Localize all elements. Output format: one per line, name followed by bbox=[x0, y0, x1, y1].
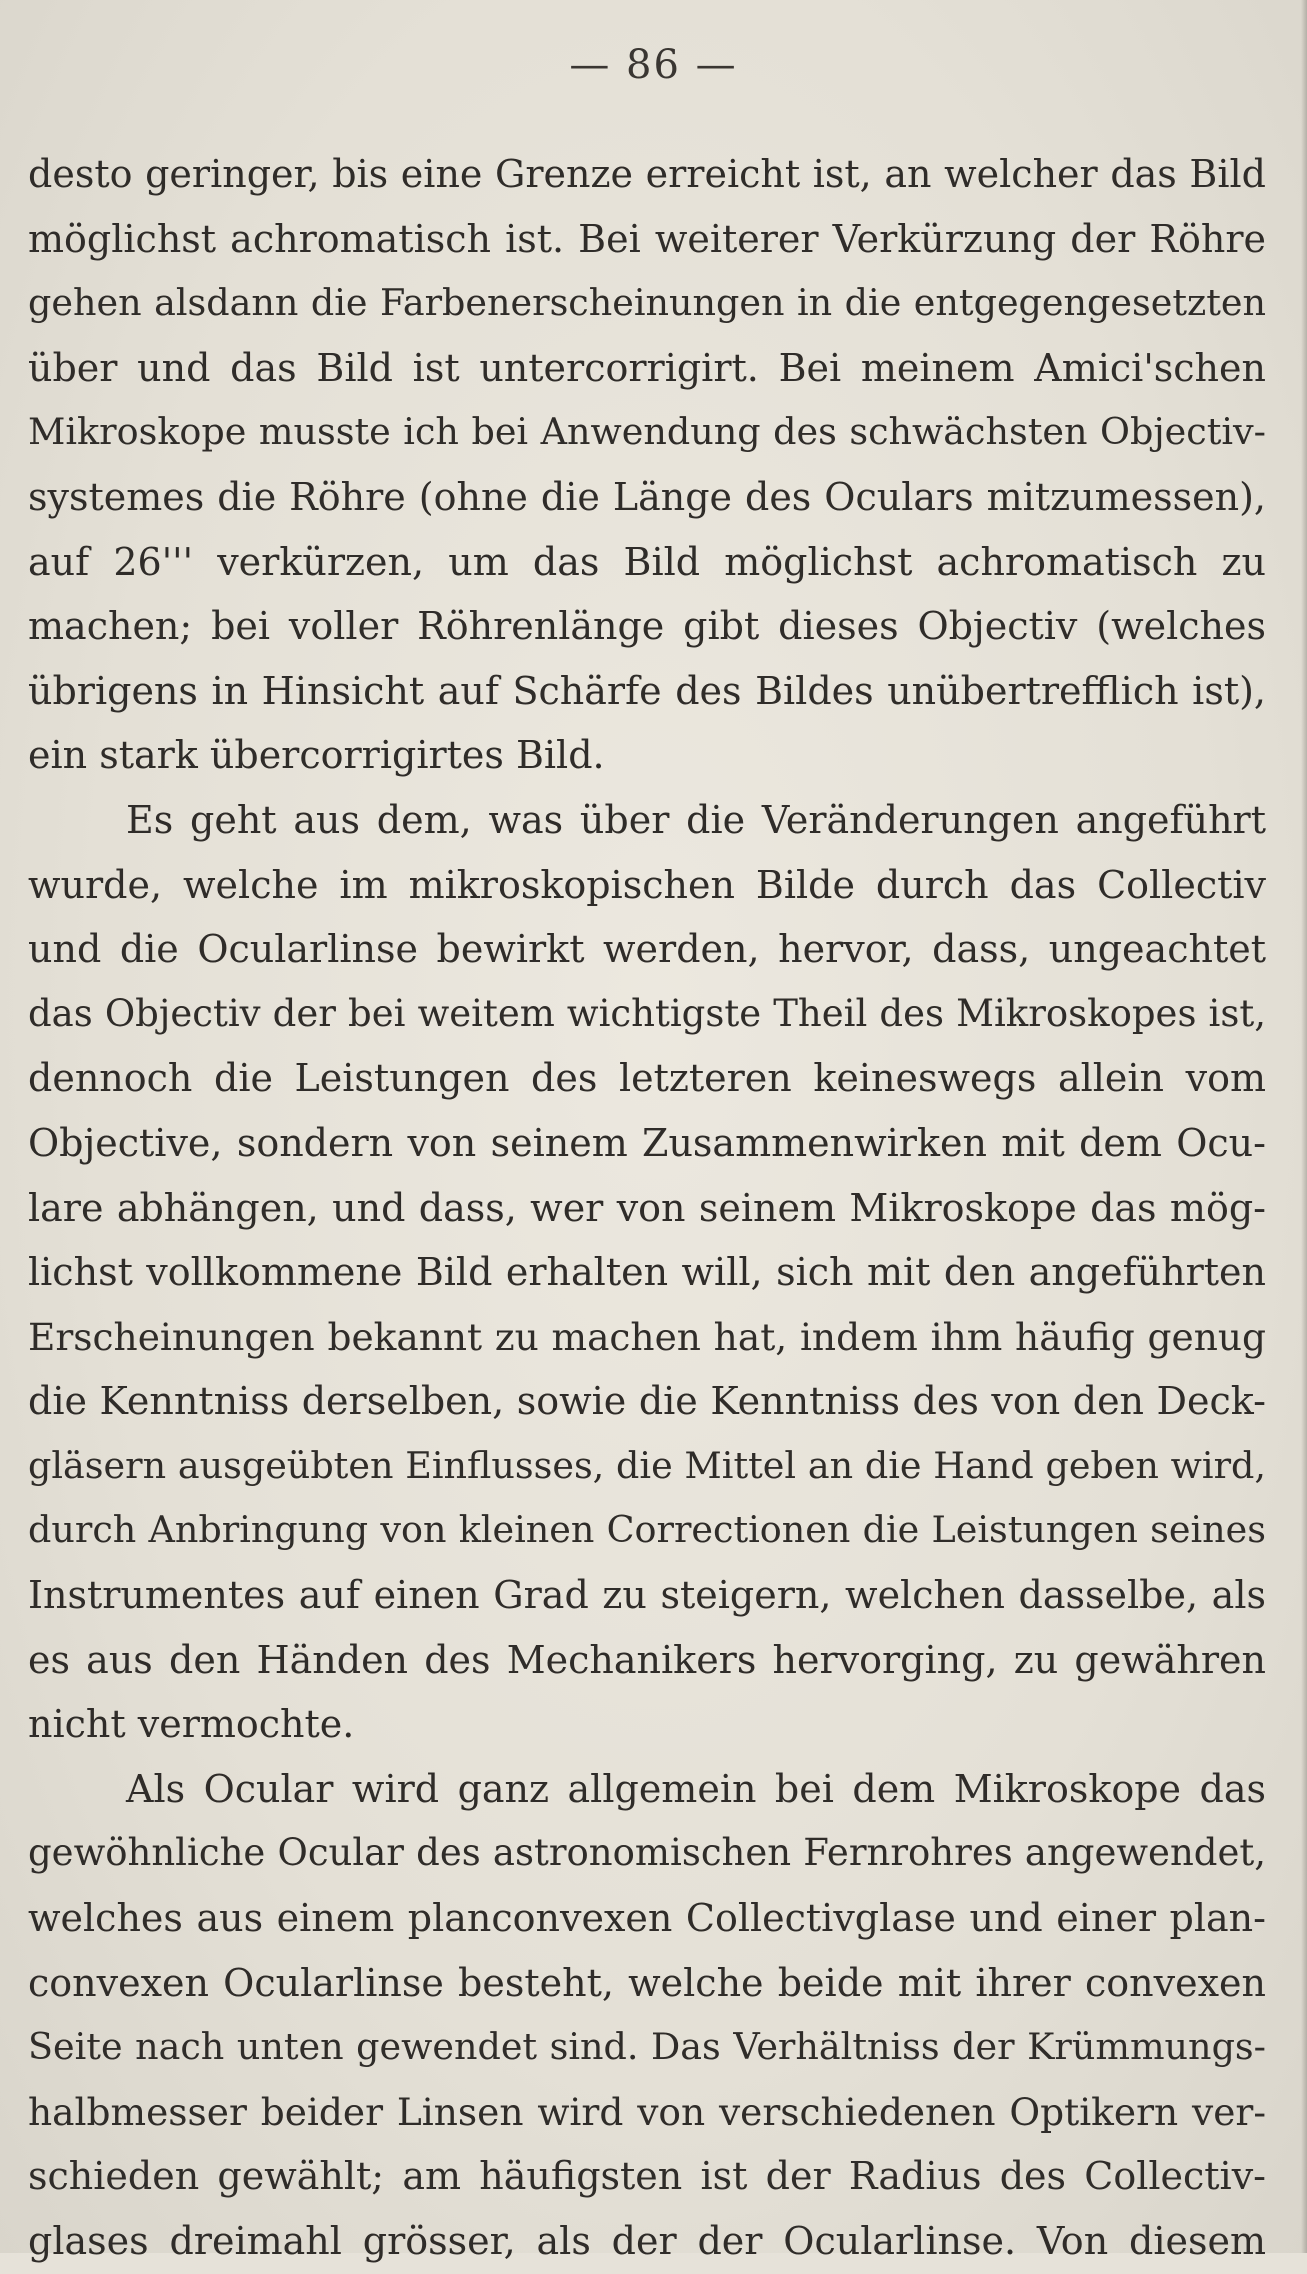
page-edge-shadow bbox=[1301, 0, 1307, 2253]
text-line: nicht vermochte. bbox=[28, 1702, 355, 1747]
text-line: glases dreimahl grösser, als der der Ocularlinse. Von diesem bbox=[28, 2219, 1266, 2263]
text-line: die Kenntniss derselben, sowie die Kenntniss des von den Deck- bbox=[28, 1379, 1266, 1424]
text-line: Seite nach unten gewendet sind. Das Verhältniss der Krümmungs- bbox=[28, 2025, 1266, 2069]
text-line: Als Ocular wird ganz allgemein bei dem Mikroskope das bbox=[126, 1766, 1266, 1811]
text-line: Erscheinungen bekannt zu machen hat, indem ihm häufig genug bbox=[28, 1314, 1266, 1359]
text-line: es aus den Händen des Mechanikers hervorging, zu gewähren bbox=[28, 1637, 1266, 1682]
text-line: über und das Bild ist untercorrigirt. Bei meinem Amici'schen bbox=[28, 345, 1266, 390]
text-line: halbmesser beider Linsen wird von verschiedenen Optikern ver- bbox=[28, 2089, 1266, 2134]
text-line: ein stark übercorrigirtes Bild. bbox=[28, 733, 605, 778]
text-line: schieden gewählt; am häufigsten ist der Radius des Collectiv- bbox=[28, 2154, 1266, 2199]
text-line: desto geringer, bis eine Grenze erreicht ist, an welcher das Bild bbox=[28, 152, 1266, 196]
text-line: Instrumentes auf einen Grad zu steigern, welchen dasselbe, als bbox=[28, 1573, 1266, 1618]
text-line: lare abhängen, und dass, wer von seinem Mikroskope das mög- bbox=[28, 1185, 1266, 1230]
text-line: und die Ocularlinse bewirkt werden, hervor, dass, ungeachtet bbox=[28, 927, 1266, 972]
text-line: wurde, welche im mikroskopischen Bilde durch das Collectiv bbox=[28, 862, 1266, 907]
text-line: gewöhnliche Ocular des astronomischen Fernrohres angewendet, bbox=[28, 1831, 1266, 1875]
text-line: gehen alsdann die Farbenerscheinungen in die entgegengesetzten bbox=[28, 281, 1266, 325]
text-line: lichst vollkommene Bild erhalten will, sich mit den angeführten bbox=[28, 1250, 1266, 1295]
text-line: auf 26''' verkürzen, um das Bild möglichst achromatisch zu bbox=[28, 539, 1266, 584]
text-line: möglichst achromatisch ist. Bei weiterer Verkürzung der Röhre bbox=[28, 216, 1266, 261]
text-line: machen; bei voller Röhrenlänge gibt dieses Objectiv (welches bbox=[28, 604, 1266, 649]
text-line: Es geht aus dem, was über die Veränderungen angeführt bbox=[126, 797, 1266, 842]
page-number: — 86 — bbox=[569, 42, 738, 88]
text-line: das Objectiv der bei weitem wichtigste Theil des Mikroskopes ist, bbox=[28, 991, 1266, 1035]
text-line: durch Anbringung von kleinen Correctionen die Leistungen seines bbox=[28, 1508, 1266, 1552]
text-line: übrigens in Hinsicht auf Schärfe des Bildes unübertrefflich ist), bbox=[28, 668, 1266, 713]
text-line: convexen Ocularlinse besteht, welche beide mit ihrer convexen bbox=[28, 1960, 1266, 2005]
text-line: Mikroskope musste ich bei Anwendung des schwächsten Objectiv- bbox=[28, 410, 1266, 454]
text-line: systemes die Röhre (ohne die Länge des Oculars mitzumessen), bbox=[28, 474, 1266, 519]
text-line: gläsern ausgeübten Einflusses, die Mittel an die Hand geben wird, bbox=[28, 1443, 1266, 1487]
text-line: Objective, sondern von seinem Zusammenwirken mit dem Ocu- bbox=[28, 1120, 1266, 1165]
body-text bbox=[28, 142, 1266, 2274]
text-line: welches aus einem planconvexen Collectivglase und einer plan- bbox=[28, 1896, 1266, 1941]
text-line: dennoch die Leistungen des letzteren keineswegs allein vom bbox=[28, 1056, 1266, 1101]
